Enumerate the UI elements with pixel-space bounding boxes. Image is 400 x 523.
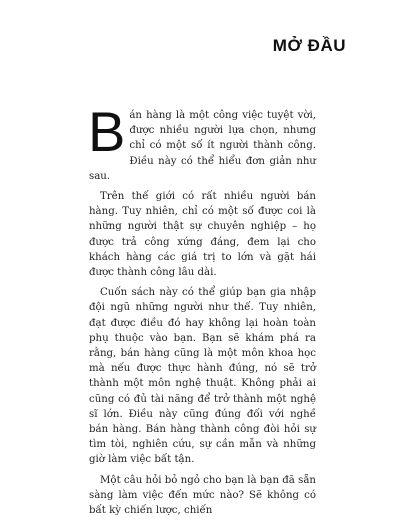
paragraph-4: Một câu hỏi bỏ ngỏ cho bạn là bạn đã sẵn sàng làm việc đến mức nào? Sẽ không có bất kỳ chiến lược, chiến [89,474,316,517]
paragraph-1 [88,100,316,184]
chapter-body [88,100,316,523]
paragraph-3: Cuốn sách này có thể giúp bạn gia nhập đội ngũ những người như thế. Tuy nhiên, đạt được điều đó hay không lại hoàn toàn phụ thuộc vào bạn. Bạn sẽ khám phá ra rằng, bán hàng cũng là một môn khoa học mà nếu được thực hành đúng, nó sẽ trở thành một môn nghệ thuật. Không phải ai cũng có đủ tài năng để trở thành một nghệ sĩ lớn. Điều này cũng đúng đối với nghề bán hàng. Bán hàng thành công đòi hỏi sự tìm tòi, nghiên cứu, sự cần mẫn và những giờ làm việc bất tận. [89,287,316,466]
paragraph-2: Trên thế giới có rất nhiều người bán hàng. Tuy nhiên, chỉ có một số được coi là những người thật sự chuyên nghiệp – họ được trả công xứng đáng, đem lại cho khách hàng các giá trị to lớn và gặt hái được thành công lâu dài. [89,191,316,279]
chapter-title: MỞ ĐẦU [272,36,346,55]
paragraph-1-text: án hàng là một công việc tuyệt vời, được nhiều người lựa chọn, nhưng chỉ có một số ít người thành công. Điều này có thể hiểu đơn giản như sau. [89,110,316,182]
drop-cap: B [88,100,126,163]
